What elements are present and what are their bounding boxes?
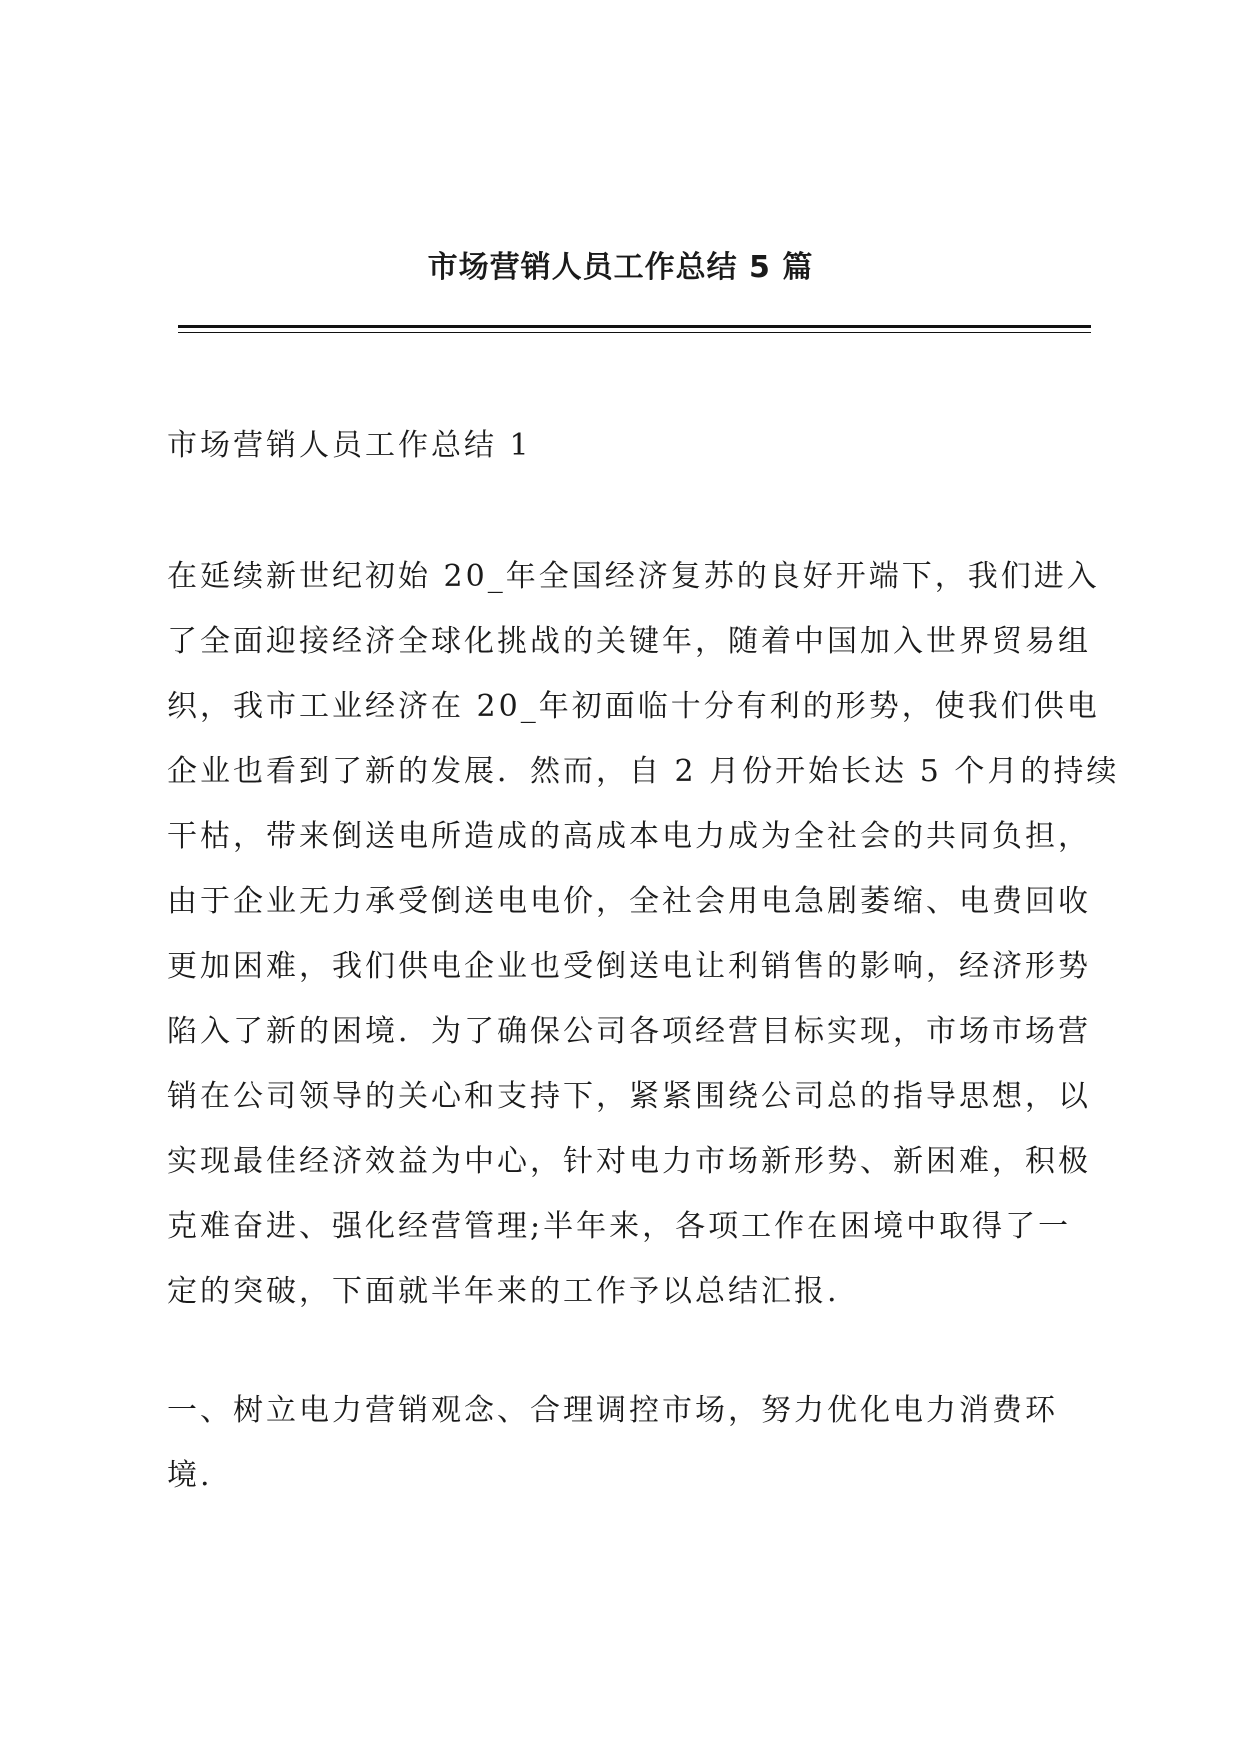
paragraph-line: 干枯，带来倒送电所造成的高成本电力成为全社会的共同负担， <box>167 819 1091 854</box>
subsection-line: 境. <box>167 1458 213 1493</box>
paragraph-line: 由于企业无力承受倒送电电价，全社会用电急剧萎缩、电费回收 <box>167 884 1091 919</box>
paragraph-line: 销在公司领导的关心和支持下，紧紧围绕公司总的指导思想，以 <box>167 1079 1091 1114</box>
paragraph-line: 织，我市工业经济在 20_年初面临十分有利的形势，使我们供电 <box>167 689 1100 724</box>
paragraph-line: 企业也看到了新的发展．然而，自 2 月份开始长达 5 个月的持续 <box>167 754 1120 789</box>
paragraph-line: 了全面迎接经济全球化挑战的关键年，随着中国加入世界贸易组 <box>167 624 1091 659</box>
body-paragraph <box>167 544 1120 1324</box>
document-title: 市场营销人员工作总结 5 篇 <box>427 250 814 285</box>
paragraph-line: 克难奋进、强化经营管理;半年来，各项工作在困境中取得了一 <box>167 1209 1072 1244</box>
paragraph-line: 陷入了新的困境．为了确保公司各项经营目标实现，市场市场营 <box>167 1014 1091 1049</box>
subsection-heading <box>167 1378 1097 1508</box>
subsection-line: 一、树立电力营销观念、合理调控市场，努力优化电力消费环 <box>167 1393 1058 1428</box>
paragraph-line: 定的突破，下面就半年来的工作予以总结汇报. <box>167 1274 840 1309</box>
paragraph-line: 更加困难，我们供电企业也受倒送电让利销售的影响，经济形势 <box>167 949 1091 984</box>
section-heading: 市场营销人员工作总结 1 <box>167 428 532 463</box>
paragraph-line: 实现最佳经济效益为中心，针对电力市场新形势、新困难，积极 <box>167 1144 1091 1179</box>
title-double-rule <box>178 325 1091 333</box>
paragraph-line: 在延续新世纪初始 20_年全国经济复苏的良好开端下，我们进入 <box>167 559 1100 594</box>
